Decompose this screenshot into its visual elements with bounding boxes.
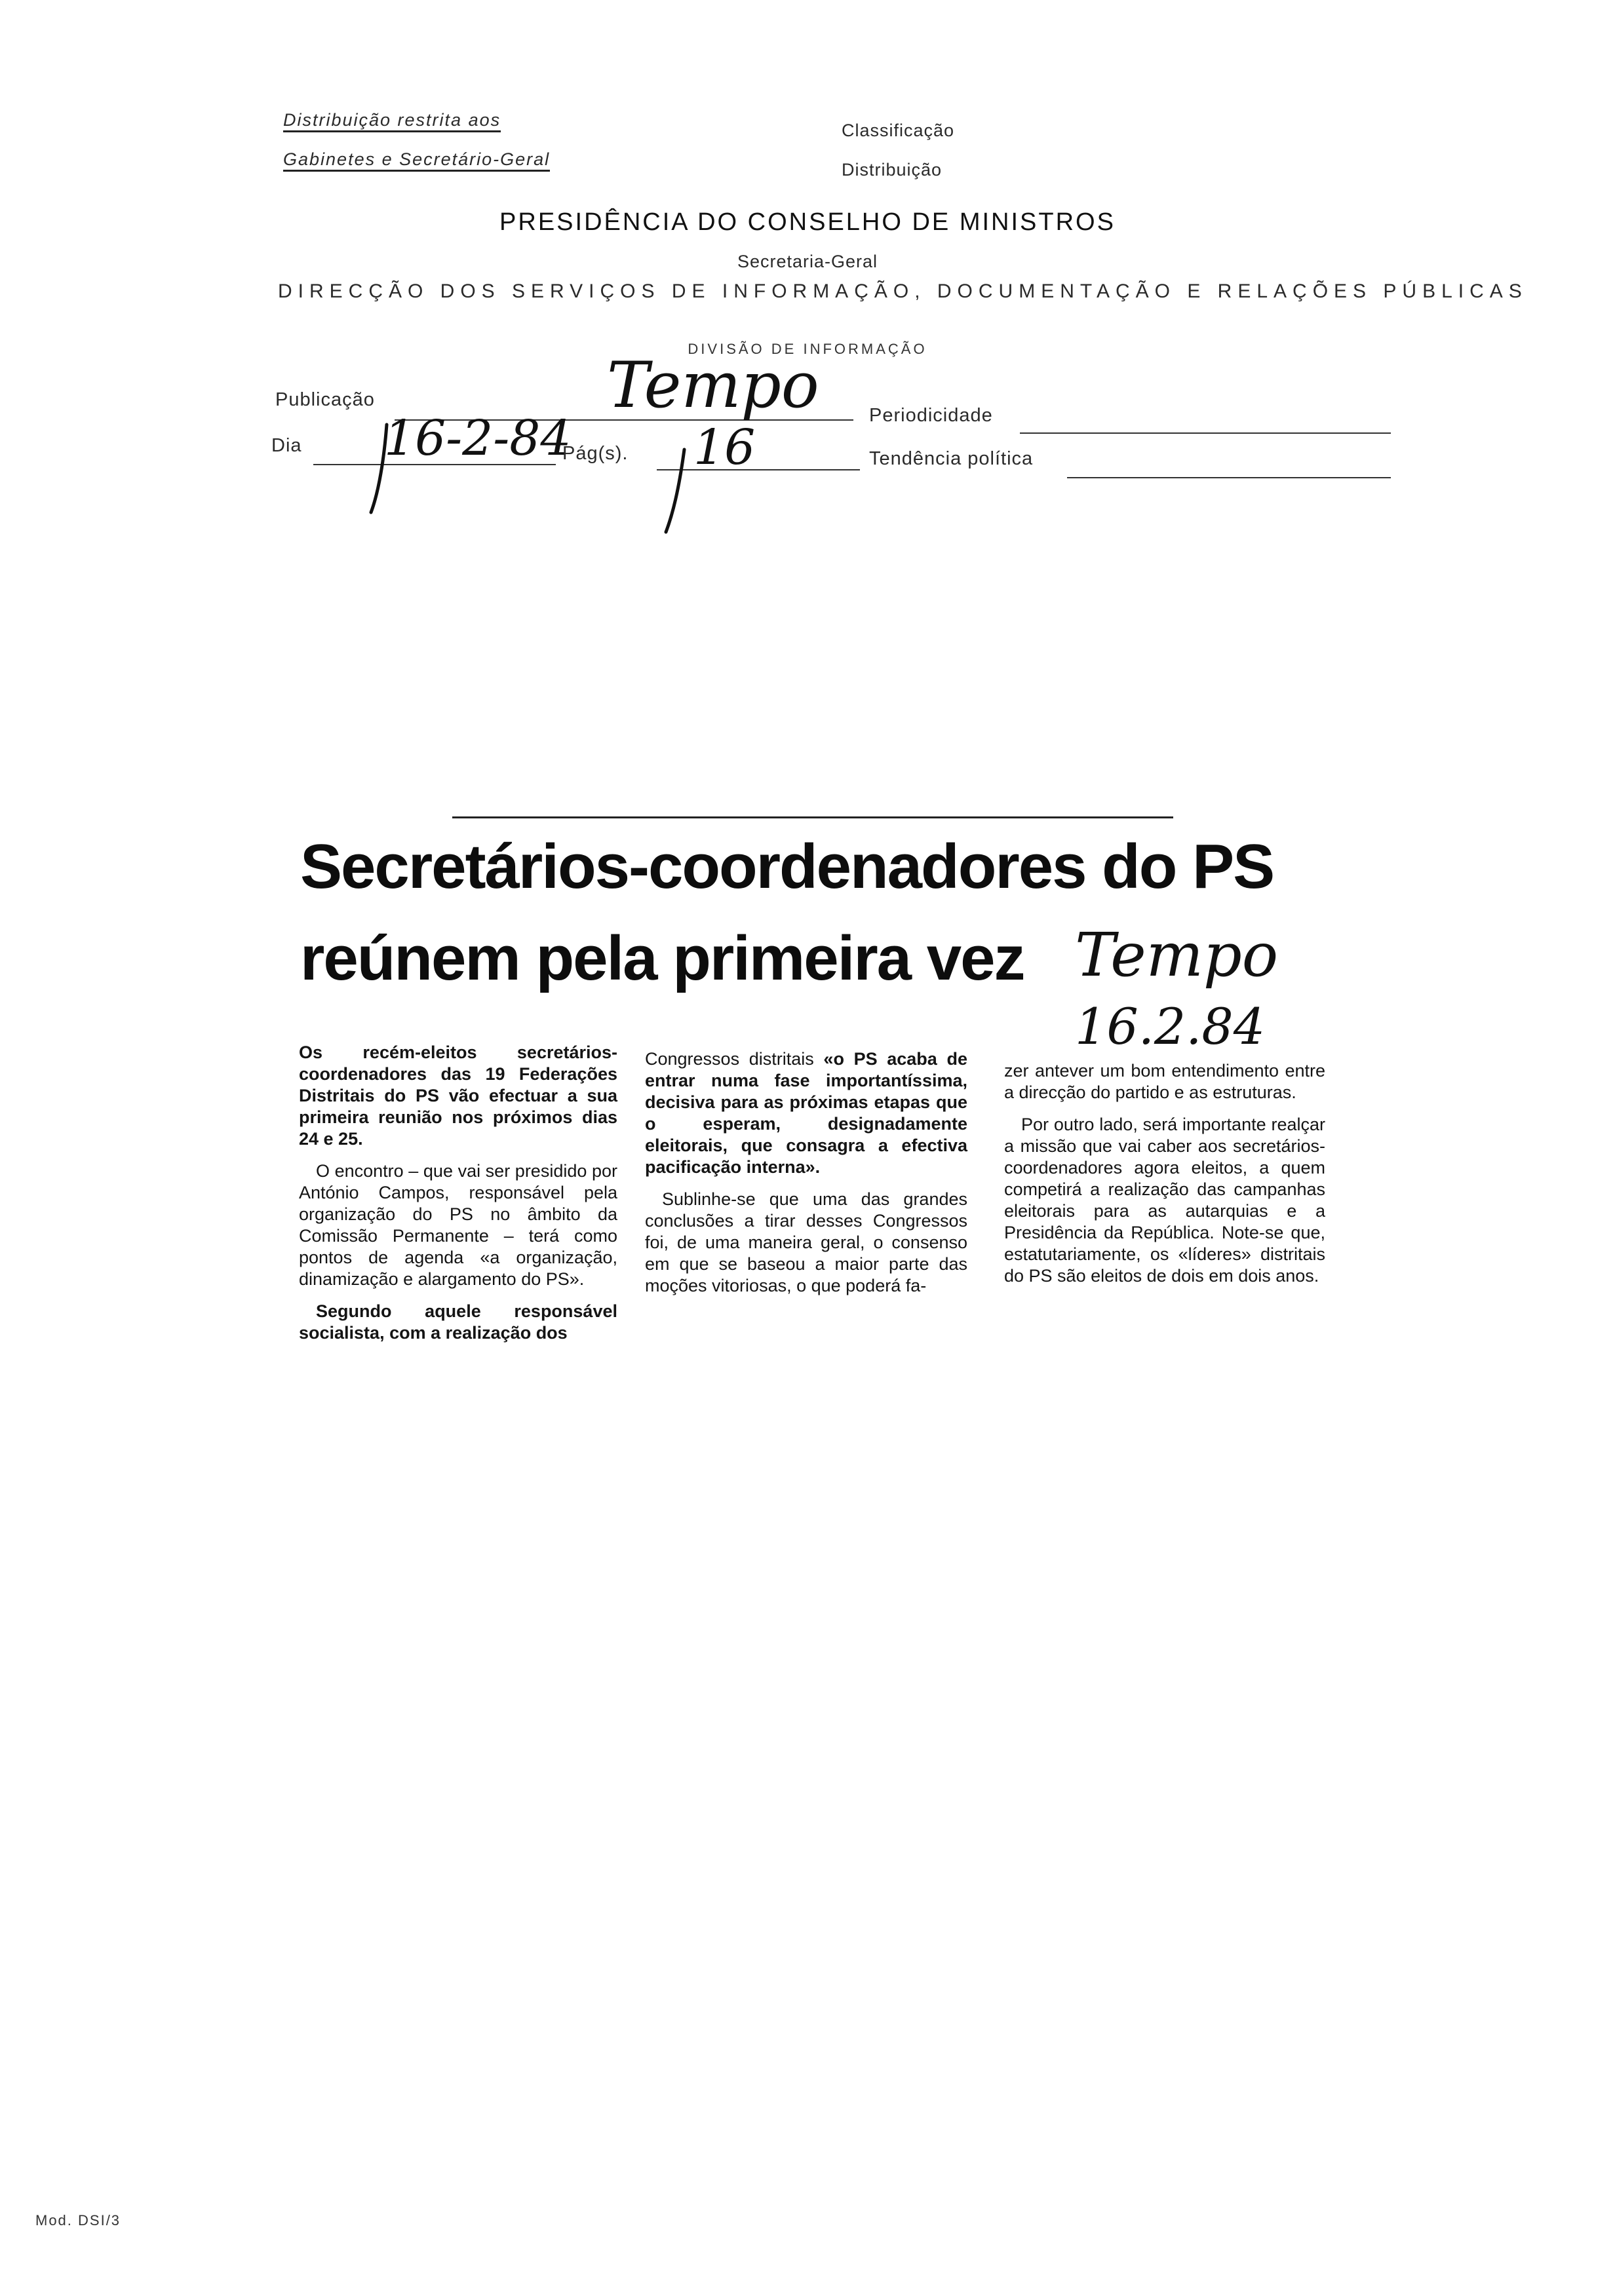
dia-label: Dia: [271, 435, 302, 456]
distribuicao-label: Distribuição: [842, 160, 943, 180]
col1-paragraph-2: O encontro – que vai ser presidido por António Campos, responsável pela organização do PS no âmbito da Comissão Permanente – terá como pontos de agenda «a organização, dinamização e alargamento do PS».: [299, 1161, 617, 1289]
col1-paragraph-1: Os recém-eleitos secretários-coordenadores das 19 Federações Distritais do PS vão efectuar a sua primeira reunião nos próximos dias 24 e 25.: [299, 1043, 617, 1149]
publicacao-handwritten: Tempo: [607, 349, 819, 422]
col2-paragraph-1: [645, 1048, 967, 1178]
dia-handwritten-stroke: [360, 419, 400, 518]
pags-handwritten-stroke: [655, 446, 695, 537]
col3-paragraph-2: Por outro lado, será importante realçar a missão que vai caber aos secretários-coordenadores agora eleitos, a quem competirá a realização das campanhas eleitorais para as autarquias e a Presidência da República. Note-se que, estatutariamente, os «líderes» distritais do PS são eleitos de dois em dois anos.: [1004, 1115, 1325, 1286]
tendencia-rule: [1067, 477, 1391, 478]
article-column-2: [645, 1048, 967, 1307]
tendencia-label: Tendência política: [869, 448, 1034, 469]
handwritten-source: Tempo: [1075, 920, 1279, 990]
col1-paragraph-3: Segundo aquele responsável socialista, com a realização dos: [299, 1301, 617, 1343]
pags-label: Pág(s).: [562, 443, 629, 464]
divisao-informacao: DIVISÃO DE INFORMAÇÃO: [688, 341, 927, 357]
secretaria-geral: Secretaria-Geral: [737, 252, 878, 271]
footer-form-code: Mod. DSI/3: [35, 2212, 121, 2229]
distribution-note-line1: Distribuição restrita aos: [283, 110, 501, 132]
col2-paragraph-1-plain: Congressos distritais: [645, 1049, 824, 1069]
article-column-1: [299, 1042, 617, 1354]
pags-handwritten: 16: [693, 419, 756, 476]
article-column-3: [1004, 1060, 1325, 1297]
classificacao-label: Classificação: [842, 121, 955, 140]
headline-line1: Secretários-coordenadores do PS: [300, 832, 1274, 902]
publicacao-label: Publicação: [275, 389, 375, 410]
dia-handwritten: 16-2-84: [384, 410, 572, 467]
periodicidade-label: Periodicidade: [869, 405, 993, 426]
headline-line2: reúnem pela primeira vez: [300, 923, 1024, 993]
col2-paragraph-2: Sublinhe-se que uma das grandes conclusões a tirar desses Congressos foi, de uma maneira geral, o consenso em que se baseou a maior parte das moções vitoriosas, o que poderá fa-: [645, 1189, 967, 1295]
presidencia-title: PRESIDÊNCIA DO CONSELHO DE MINISTROS: [499, 208, 1116, 236]
handwritten-date: 16.2.84: [1075, 997, 1266, 1056]
direccao-servicos: DIRECÇÃO DOS SERVIÇOS DE INFORMAÇÃO, DOCUMENTAÇÃO E RELAÇÕES PÚBLICAS: [278, 280, 1528, 302]
col3-paragraph-1: zer antever um bom entendimento entre a direcção do partido e as estruturas.: [1004, 1061, 1325, 1102]
clipping-top-rule: [452, 816, 1173, 818]
periodicidade-rule: [1020, 432, 1391, 434]
distribution-note-line2: Gabinetes e Secretário-Geral: [283, 149, 550, 172]
col2-paragraph-1-bold: «o PS acaba de entrar numa fase importantíssima, decisiva para as próximas etapas que o esperam, designadamente eleitorais, que consagra a efectiva pacificação interna».: [645, 1049, 967, 1177]
